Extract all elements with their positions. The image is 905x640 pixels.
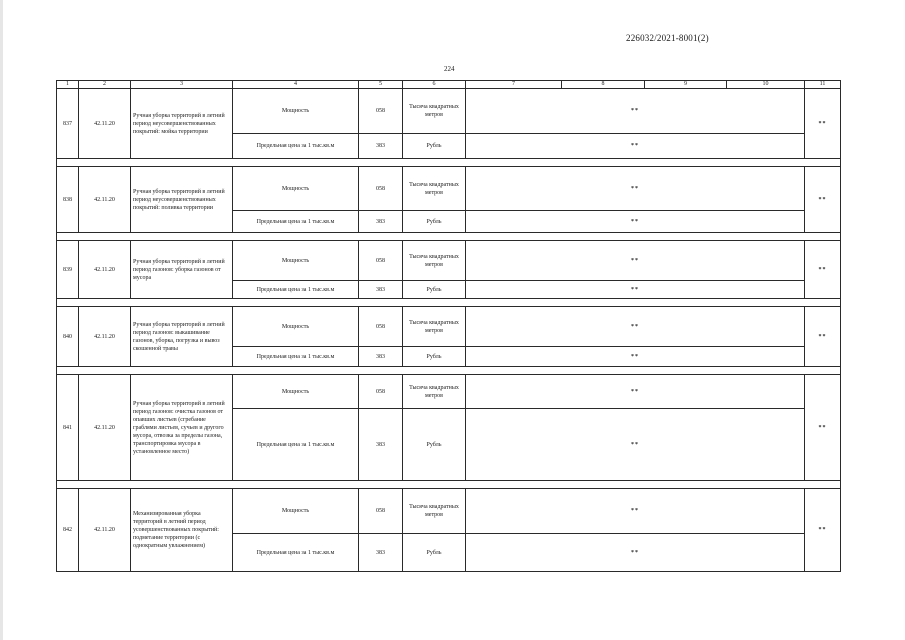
table-row — [57, 307, 841, 347]
header-cell: 6 — [403, 81, 466, 89]
value-price: ** — [466, 409, 805, 481]
service-name: Ручная уборка территорий в летний период неусовершенствованных покрытий: поливка территории — [131, 167, 233, 233]
value-price: ** — [466, 347, 805, 367]
table-row — [57, 375, 841, 409]
unit-price: Рубль — [403, 211, 466, 233]
okei-code-power: 058 — [359, 89, 403, 134]
row-gap — [57, 367, 841, 375]
table-row — [57, 89, 841, 134]
col11-value: ** — [805, 167, 841, 233]
header-cell: 10 — [727, 81, 805, 89]
header-cell: 3 — [131, 81, 233, 89]
row-number: 842 — [57, 489, 79, 572]
okpd-code: 42.11.20 — [79, 241, 131, 299]
gap-cell — [57, 159, 841, 167]
header-row — [57, 81, 841, 89]
table-row — [57, 241, 841, 281]
value-power: ** — [466, 241, 805, 281]
col11-value: ** — [805, 89, 841, 159]
characteristic-power: Мощность — [233, 375, 359, 409]
okpd-code: 42.11.20 — [79, 89, 131, 159]
row-gap — [57, 233, 841, 241]
value-power: ** — [466, 489, 805, 534]
unit-power: Тысяча квадратных метров — [403, 375, 466, 409]
characteristic-price: Предельная цена за 1 тыс.кв.м — [233, 534, 359, 572]
header-cell: 8 — [562, 81, 645, 89]
characteristic-price: Предельная цена за 1 тыс.кв.м — [233, 134, 359, 159]
col11-value: ** — [805, 241, 841, 299]
okei-code-price: 383 — [359, 347, 403, 367]
header-cell: 1 — [57, 81, 79, 89]
unit-price: Рубль — [403, 281, 466, 299]
okei-code-power: 058 — [359, 241, 403, 281]
registry-table — [56, 80, 841, 572]
table-body — [57, 81, 841, 572]
unit-power: Тысяча квадратных метров — [403, 307, 466, 347]
characteristic-power: Мощность — [233, 241, 359, 281]
value-power: ** — [466, 375, 805, 409]
value-power: ** — [466, 307, 805, 347]
header-cell: 2 — [79, 81, 131, 89]
okpd-code: 42.11.20 — [79, 375, 131, 481]
row-number: 839 — [57, 241, 79, 299]
characteristic-price: Предельная цена за 1 тыс.кв.м — [233, 347, 359, 367]
okei-code-price: 383 — [359, 134, 403, 159]
header-cell: 5 — [359, 81, 403, 89]
characteristic-price: Предельная цена за 1 тыс.кв.м — [233, 281, 359, 299]
unit-price: Рубль — [403, 534, 466, 572]
table-row — [57, 489, 841, 534]
row-number: 841 — [57, 375, 79, 481]
value-price: ** — [466, 134, 805, 159]
okei-code-power: 058 — [359, 489, 403, 534]
okei-code-price: 383 — [359, 534, 403, 572]
service-name: Ручная уборка территорий в летний период неусовершенствованных покрытий: мойка территории — [131, 89, 233, 159]
document-id: 226032/2021-8001(2) — [626, 33, 709, 43]
value-price: ** — [466, 534, 805, 572]
gap-cell — [57, 367, 841, 375]
header-cell: 11 — [805, 81, 841, 89]
row-number: 840 — [57, 307, 79, 367]
table-row — [57, 167, 841, 211]
service-name: Ручная уборка территорий в летний период газонов: выкашивание газонов, уборка, погрузка и вывоз скошенной травы — [131, 307, 233, 367]
okei-code-power: 058 — [359, 167, 403, 211]
col11-value: ** — [805, 307, 841, 367]
row-number: 837 — [57, 89, 79, 159]
header-cell: 9 — [645, 81, 727, 89]
row-gap — [57, 299, 841, 307]
row-gap — [57, 159, 841, 167]
service-name: Механизированная уборка территорий в летний период усовершенствованных покрытий: подметание территории (с однократным увлажнением) — [131, 489, 233, 572]
service-name: Ручная уборка территорий в летний период газонов: очистка газонов от опавших листьев (сгребание граблями листьев, сучьев и другого мусора, отвозка за пределы газона, транспортировка мусора в установленное место) — [131, 375, 233, 481]
unit-power: Тысяча квадратных метров — [403, 489, 466, 534]
okei-code-price: 383 — [359, 281, 403, 299]
header-cell: 4 — [233, 81, 359, 89]
okpd-code: 42.11.20 — [79, 489, 131, 572]
value-price: ** — [466, 281, 805, 299]
characteristic-price: Предельная цена за 1 тыс.кв.м — [233, 409, 359, 481]
unit-price: Рубль — [403, 347, 466, 367]
unit-price: Рубль — [403, 134, 466, 159]
characteristic-power: Мощность — [233, 307, 359, 347]
characteristic-power: Мощность — [233, 489, 359, 534]
characteristic-power: Мощность — [233, 89, 359, 134]
okei-code-power: 058 — [359, 307, 403, 347]
unit-power: Тысяча квадратных метров — [403, 241, 466, 281]
gap-cell — [57, 299, 841, 307]
row-number: 838 — [57, 167, 79, 233]
gap-cell — [57, 481, 841, 489]
okei-code-price: 383 — [359, 409, 403, 481]
unit-power: Тысяча квадратных метров — [403, 89, 466, 134]
characteristic-price: Предельная цена за 1 тыс.кв.м — [233, 211, 359, 233]
characteristic-power: Мощность — [233, 167, 359, 211]
col11-value: ** — [805, 489, 841, 572]
unit-power: Тысяча квадратных метров — [403, 167, 466, 211]
okpd-code: 42.11.20 — [79, 167, 131, 233]
col11-value: ** — [805, 375, 841, 481]
gap-cell — [57, 233, 841, 241]
value-power: ** — [466, 167, 805, 211]
page-number: 224 — [444, 65, 455, 73]
okpd-code: 42.11.20 — [79, 307, 131, 367]
service-name: Ручная уборка территорий в летний период газонов: уборка газонов от мусора — [131, 241, 233, 299]
scan-left-edge — [0, 0, 3, 640]
unit-price: Рубль — [403, 409, 466, 481]
okei-code-power: 058 — [359, 375, 403, 409]
row-gap — [57, 481, 841, 489]
value-power: ** — [466, 89, 805, 134]
header-cell: 7 — [466, 81, 562, 89]
okei-code-price: 383 — [359, 211, 403, 233]
value-price: ** — [466, 211, 805, 233]
